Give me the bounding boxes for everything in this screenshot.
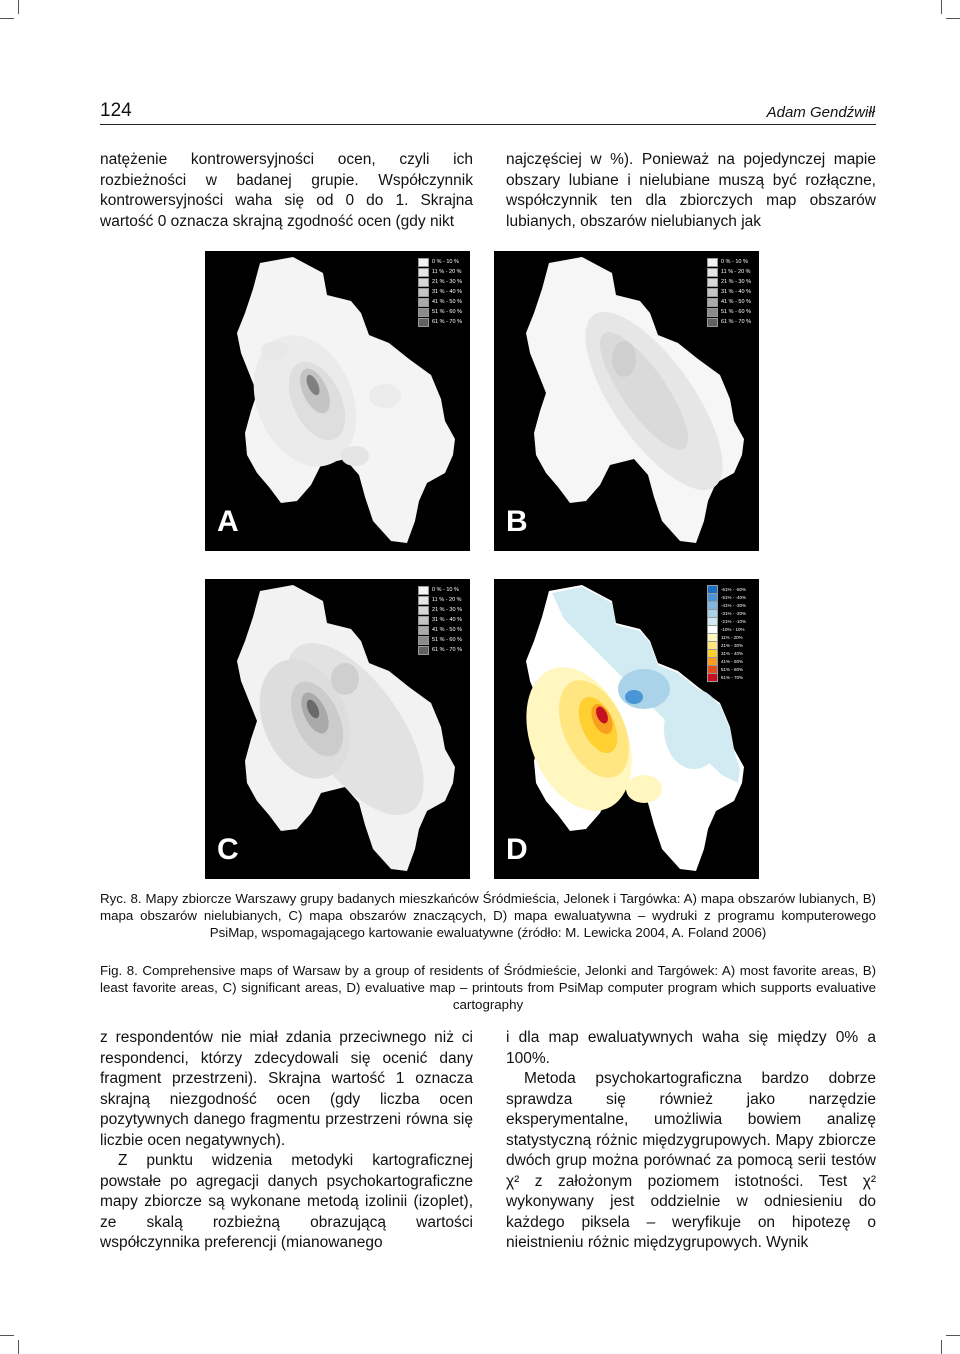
legend-swatch: [418, 626, 429, 635]
paragraph: natężenie kontrowersyjności ocen, czyli ich rozbieżności w badanej grupie. Współczynnik kontrowersyjności waha się od 0 do 1. Skrajna wartość 0 oznacza skrajną zgodność ocen (gdy nikt: [100, 151, 473, 230]
legend-swatch: [707, 268, 718, 277]
legend-swatch: [418, 308, 429, 317]
legend-label: 21 % - 30 %: [432, 607, 462, 613]
paragraph: najczęściej w %). Ponieważ na pojedynczej mapie obszary lubiane i nielubiane muszą być rozłączne, współczynnik ten dla zbiorczych map obszarów lubianych, obszarów nielubianych jak: [506, 151, 876, 230]
figure-caption-polish: Ryc. 8. Mapy zbiorcze Warszawy grupy badanych mieszkańców Śródmieścia, Jelonek i Targówka: A) mapa obszarów lubianych, B) mapa obszarów nielubianych, C) mapa obszarów znaczących, D) mapa ewaluatywna – wydruki z programu komputerowego PsiMap, wspomagającego kartowanie ewaluatywne (źródło: M. Lewicka 2004, A. Foland 2006): [100, 891, 876, 940]
crop-mark: [946, 18, 960, 19]
legend-swatch: [707, 258, 718, 267]
legend-label: 51% - 60%: [721, 666, 744, 672]
map-panel-a: [205, 251, 470, 551]
text-column-bottom-right: [506, 1028, 876, 1254]
legend-swatch: [707, 278, 718, 287]
panel-letter: A: [217, 505, 239, 538]
legend-swatch: [707, 308, 718, 317]
map-legend-grey: [707, 257, 753, 327]
legend-swatch: [418, 258, 429, 267]
legend-swatch: [418, 268, 429, 277]
legend-label: 41 % - 50 %: [432, 299, 462, 305]
legend-label: -61% - -50%: [721, 586, 747, 592]
legend-swatch: [418, 616, 429, 625]
crop-mark: [946, 1335, 960, 1336]
running-header-author: Adam Gendźwiłł: [766, 104, 875, 121]
crop-mark: [18, 0, 19, 14]
legend-label: 41% - 50%: [721, 658, 744, 664]
map-panel-c: [205, 579, 470, 879]
paragraph: i dla map ewaluatywnych waha się między 0% a 100%.: [506, 1029, 876, 1067]
page-number: 124: [100, 100, 132, 121]
legend-label: 61 % - 70 %: [432, 319, 462, 325]
legend-label: -10% - 10%: [721, 626, 745, 632]
crop-mark: [941, 1340, 942, 1354]
figure-caption-english: Fig. 8. Comprehensive maps of Warsaw by a group of residents of Śródmieście, Jelonki and Targówek: A) most favorite areas, B) least favorite areas, C) significant areas, D) evaluative map – printouts from PsiMap computer program which supports evaluative cartography: [100, 963, 876, 1012]
legend-swatch: [707, 318, 718, 327]
legend-label: 31 % - 40 %: [432, 289, 462, 295]
legend-swatch: [418, 596, 429, 605]
legend-label: 11% - 20%: [721, 634, 743, 640]
legend-swatch: [418, 586, 429, 595]
legend-label: 41 % - 50 %: [432, 627, 462, 633]
map-legend-evaluative: [707, 585, 753, 681]
map-legend-grey: [418, 585, 464, 655]
legend-swatch: [707, 673, 718, 682]
legend-swatch: [418, 298, 429, 307]
crop-mark: [941, 0, 942, 14]
legend-label: 11 % - 20 %: [721, 269, 751, 275]
header-rule: [100, 124, 876, 125]
legend-swatch: [418, 636, 429, 645]
legend-label: 51 % - 60 %: [432, 309, 462, 315]
legend-swatch: [418, 288, 429, 297]
legend-label: 51 % - 60 %: [432, 637, 462, 643]
map-panel-b: [494, 251, 759, 551]
legend-swatch: [418, 318, 429, 327]
legend-swatch: [707, 298, 718, 307]
legend-label: 11 % - 20 %: [432, 597, 462, 603]
legend-swatch: [418, 646, 429, 655]
legend-label: 61 % - 70 %: [721, 319, 751, 325]
legend-label: 21 % - 30 %: [432, 279, 462, 285]
legend-label: -31% - -20%: [721, 610, 747, 616]
legend-label: 11 % - 20 %: [432, 269, 462, 275]
legend-label: 61% - 70%: [721, 674, 744, 680]
legend-label: -41% - -30%: [721, 602, 747, 608]
legend-label: -51% - -40%: [721, 594, 747, 600]
legend-label: 21 % - 30 %: [721, 279, 751, 285]
map-legend-grey: [418, 257, 464, 327]
legend-label: 0 % - 10 %: [432, 259, 459, 265]
crop-mark: [0, 18, 14, 19]
legend-label: 21% - 30%: [721, 642, 744, 648]
legend-label: -21% - -10%: [721, 618, 747, 624]
legend-label: 51 % - 60 %: [721, 309, 751, 315]
legend-label: 61 % - 70 %: [432, 647, 462, 653]
legend-label: 31 % - 40 %: [432, 617, 462, 623]
legend-label: 41 % - 50 %: [721, 299, 751, 305]
legend-label: 31 % - 40 %: [721, 289, 751, 295]
crop-mark: [18, 1340, 19, 1354]
legend-swatch: [418, 278, 429, 287]
text-column-top-left: [100, 150, 473, 232]
crop-mark: [0, 1335, 14, 1336]
map-panel-d: [494, 579, 759, 879]
panel-letter: C: [217, 833, 239, 866]
paragraph: Z punktu widzenia metodyki kartograficznej powstałe po agregacji danych psychokartograficzne mapy zbiorcze są wykonane metodą izolinii (izoplet), ze skalą rozbieżną obrazującą wartości współczynnika preferencji (mianowanego: [100, 1152, 473, 1251]
legend-label: 0 % - 10 %: [721, 259, 748, 265]
legend-swatch: [707, 288, 718, 297]
panel-letter: B: [506, 505, 528, 538]
paragraph: Metoda psychokartograficzna bardzo dobrze sprawdza się również jako narzędzie eksperymentalne, umożliwia bowiem analizę statystyczną różnic międzygrupowych. Mapy zbiorcze dwóch grup można porównać za pomocą serii testów χ² z założonym poziomem istotności. Test χ² wykonywany jest oddzielnie w odniesieniu do każdego piksela – weryfikuje on hipotezę o nieistnieniu różnic międzygrupowych. Wynik: [506, 1070, 876, 1251]
paragraph: z respondentów nie miał zdania przeciwnego niż ci respondenci, którzy zdecydowali się ocenić dany fragment przestrzeni). Skrajna wartość 1 oznacza skrajną niezgodność ocen (gdy liczba ocen pozytywnych danego fragmentu przestrzeni równa się liczbie ocen negatywnych).: [100, 1029, 473, 1149]
text-column-bottom-left: [100, 1028, 473, 1254]
panel-letter: D: [506, 833, 528, 866]
legend-label: 31% - 40%: [721, 650, 744, 656]
text-column-top-right: [506, 150, 876, 232]
legend-label: 0 % - 10 %: [432, 587, 459, 593]
legend-swatch: [418, 606, 429, 615]
